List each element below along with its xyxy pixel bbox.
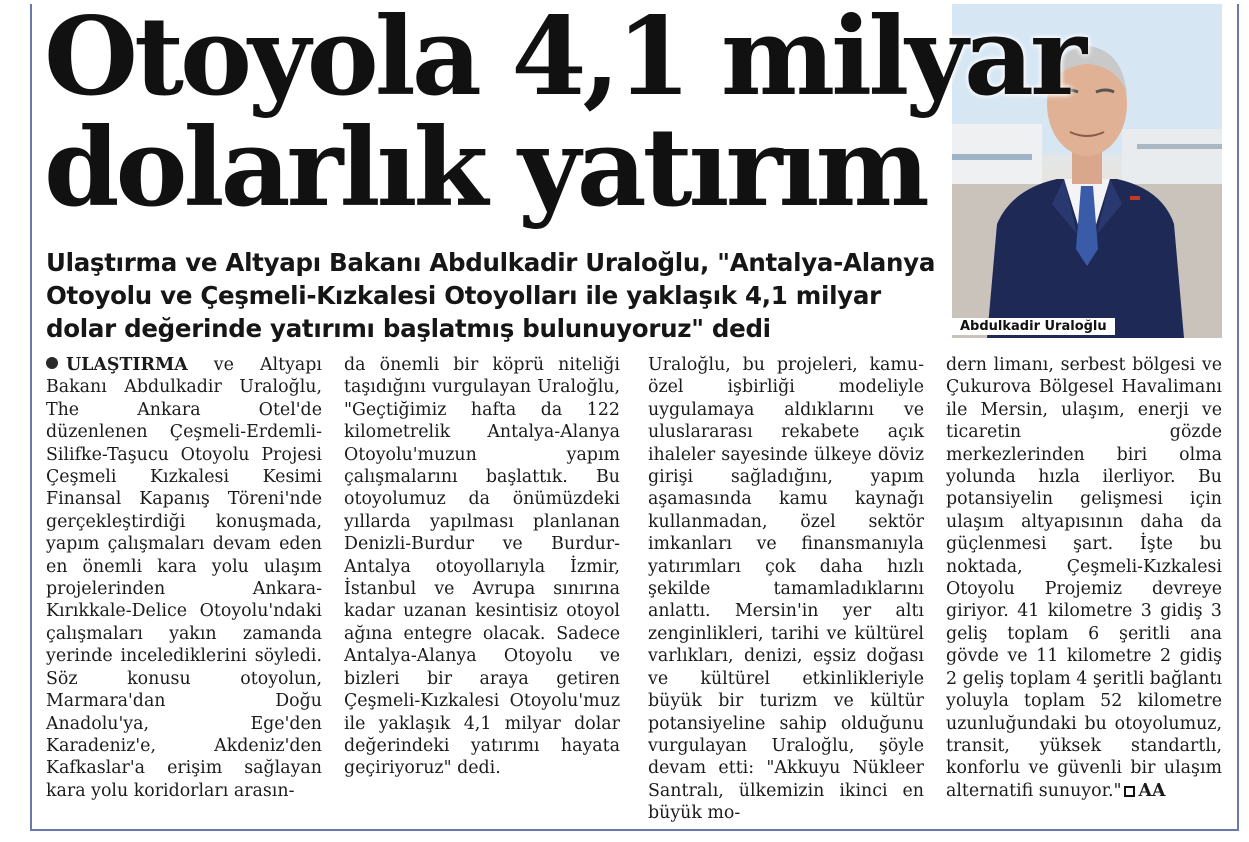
bullet-icon	[46, 357, 58, 369]
end-mark-icon	[1124, 786, 1135, 797]
kicker: ULAŞTIRMA	[66, 355, 188, 375]
subheadline: Ulaştırma ve Altyapı Bakanı Abdulkadir Uraloğlu, "Antalya-Alanya Otoyolu ve Çeşmeli-Kızkalesi Otoyolları ile yaklaşık 4,1 milyar dolar değerinde yatırımı başlatmış bulunuyoruz" dedi	[46, 248, 936, 343]
column-3-text: Uraloğlu, bu projeleri, kamu-özel işbirliği modeliyle uygulamaya aldıklarını ve uluslararası rekabete açık ihaleler sayesinde ülkeye döviz girişi sağladığını, yapım aşamasında kamu kaynağı kullanmadan, özel sektör imkanları ve finansmanıyla yatırımları çok daha hızlı şekilde tamamladıklarını anlattı. Mersin'in yer altı zenginlikleri, tarihi ve kültürel varlıkları, denizi, eşsiz doğası ve kültürel etkinlikleriyle büyük bir turizm ve kültür potansiyeline sahip olduğunu vurgulayan Uraloğlu, şöyle devam etti: "Akkuyu Nükleer Santralı, ülkemizin ikinci en büyük mo-	[648, 355, 924, 824]
body-column-3	[648, 354, 924, 825]
column-2-text: da önemli bir köprü niteliği taşıdığını vurgulayan Uraloğlu, "Geçtiğimiz hafta da 122 kilometrelik Antalya-Alanya Otoyolu'muzun yapım çalışmalarını başlattık. Bu otoyolumuz da önümüzdeki yıllarda yapılması planlanan Denizli-Burdur ve Burdur-Antalya otoyollarıyla İzmir, İstanbul ve Avrupa sınırına kadar uzanan kesintisiz otoyol ağına entegre olacak. Sadece Antalya-Alanya Otoyolu ve bizleri bir araya getiren Çeşmeli-Kızkalesi Otoyolu'muz ile yaklaşık 4,1 milyar dolar değerindeki yatırımı hayata geçiriyoruz" dedi.	[344, 355, 620, 779]
column-1-text: ve Altyapı Bakanı Abdulkadir Uraloğlu, The Ankara Otel'de düzenlenen Çeşmeli-Erdemli-Silifke-Taşucu Otoyolu Projesi Çeşmeli Kızkalesi Kesimi Finansal Kapanış Töreni'nde gerçekleştirdiği konuşmada, yapım çalışmaları devam eden en önemli kara yolu ulaşım projelerinden Ankara-Kırıkkale-Delice Otoyolu'ndaki çalışmaları yakın zamanda yerinde incelediklerini söyledi. Söz konusu otoyolun, Marmara'dan Doğu Anadolu'ya, Ege'den Karadeniz'e, Akdeniz'den Kafkaslar'a erişim sağlayan kara yolu koridorları arasın-	[46, 355, 322, 801]
body-column-2	[344, 354, 620, 780]
body-column-1	[46, 354, 322, 802]
column-4-text: dern limanı, serbest bölgesi ve Çukurova Bölgesel Havalimanı ile Mersin, ulaşım, enerji ve ticaretin gözde merkezlerinden biri olma yolunda hızla ilerliyor. Bu potansiyelin gelişmesi için ulaşım altyapısının daha da güçlenmesi şart. İşte bu noktada, Çeşmeli-Kızkalesi Otoyolu Projemiz devreye giriyor. 41 kilometre 3 gidiş 3 geliş toplam 6 şeritli ana gövde ve 11 kilometre 2 gidiş 2 geliş toplam 4 şeritli bağlantı yoluyla toplam 52 kilometre uzunluğundaki bu otoyolumuz, transit, yüksek standartlı, konforlu ve güvenli bir ulaşım alternatifi sunuyor."	[946, 355, 1222, 801]
source-credit: AA	[1138, 780, 1166, 801]
headline-line-1: Otoyola 4,1 milyar	[44, 0, 1083, 120]
headline	[44, 0, 1083, 231]
headline-line-2: dolarlık yatırım	[44, 105, 926, 231]
body-column-4	[946, 354, 1222, 802]
photo-caption: Abdulkadir Uraloğlu	[952, 318, 1115, 335]
